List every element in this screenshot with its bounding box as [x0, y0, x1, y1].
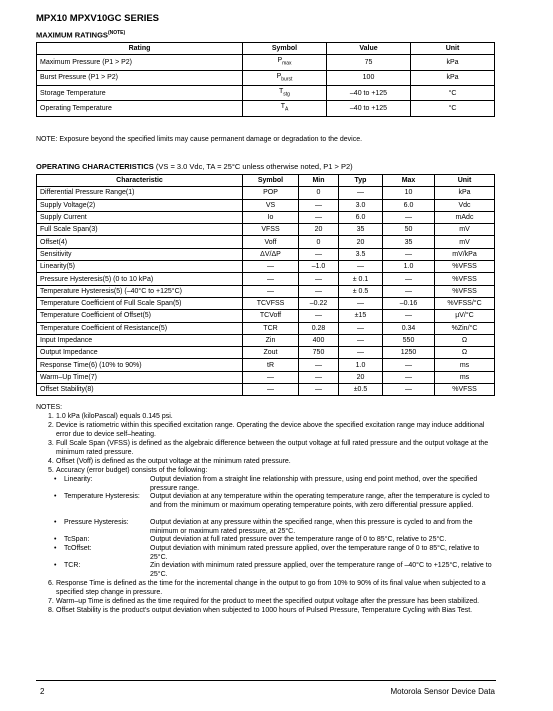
accuracy-item	[54, 493, 496, 510]
table-row	[37, 85, 495, 100]
min-cell: —	[299, 285, 339, 297]
footer-divider	[36, 680, 496, 681]
symbol-cell: TCR	[243, 322, 299, 334]
page-number: 2	[40, 687, 45, 696]
symbol-cell: $T_{stg}$	[243, 85, 327, 100]
max-cell: 50	[383, 224, 435, 236]
max-ratings-title-sup: (NOTE)	[107, 30, 126, 36]
symbol-subscript: A	[284, 106, 289, 113]
note-item	[48, 467, 496, 476]
symbol-cell: —	[243, 261, 299, 273]
symbol-cell: TCVFSS	[243, 297, 299, 309]
unit-cell: %VFSS	[435, 285, 495, 297]
column-header: Min	[299, 175, 339, 187]
accuracy-term: TcSpan:	[64, 536, 90, 543]
table-row	[37, 334, 495, 346]
max-cell: 550	[383, 334, 435, 346]
characteristic-cell: Supply Current	[37, 211, 243, 223]
symbol-cell: $P_{burst}$	[243, 70, 327, 85]
characteristic-cell: Linearity(5)	[37, 261, 243, 273]
value-cell: –40 to +125	[327, 85, 411, 100]
max-cell: 1250	[383, 347, 435, 359]
unit-cell: kPa	[411, 70, 495, 85]
accuracy-item	[54, 562, 496, 579]
table-row	[37, 359, 495, 371]
characteristic-cell: Temperature Hysteresis(5) (–40°C to +125°C)	[37, 285, 243, 297]
symbol-cell: $T_A$	[243, 101, 327, 116]
unit-cell: %VFSS	[435, 273, 495, 285]
min-cell: 750	[299, 347, 339, 359]
unit-cell: mV	[435, 224, 495, 236]
bullet-icon: •	[54, 536, 57, 543]
characteristic-cell: Temperature Coefficient of Resistance(5)	[37, 322, 243, 334]
symbol-cell: Zin	[243, 334, 299, 346]
accuracy-item	[54, 545, 496, 562]
table-row	[37, 261, 495, 273]
symbol-cell: POP	[243, 187, 299, 199]
note-number: 7.	[48, 598, 54, 605]
note-number: 2.	[48, 422, 54, 429]
note-number: 8.	[48, 607, 54, 614]
typ-cell: 1.0	[339, 359, 383, 371]
bullet-icon: •	[54, 545, 57, 552]
operating-conditions: (VS = 3.0 Vdc, TA = 25°C unless otherwise noted, P1 > P2)	[155, 162, 353, 171]
note-text: Offset (Voff) is defined as the output voltage at the minimum rated pressure.	[56, 458, 291, 465]
symbol-cell: Zout	[243, 347, 299, 359]
typ-cell: ± 0.1	[339, 273, 383, 285]
unit-cell: %VFSS	[435, 384, 495, 396]
bullet-icon: •	[54, 493, 57, 500]
table-header-row	[37, 175, 495, 187]
max-cell: –0.16	[383, 297, 435, 309]
typ-cell: —	[339, 297, 383, 309]
table-row	[37, 347, 495, 359]
bullet-icon: •	[54, 519, 57, 526]
max-cell: —	[383, 384, 435, 396]
min-cell: –0.22	[299, 297, 339, 309]
accuracy-definition: Output deviation at any pressure within the specified range, when this pressure is cycled to and from the minimum or maximum rated pressure, at 25°C.	[150, 519, 473, 535]
symbol-cell: tR	[243, 359, 299, 371]
characteristic-cell: Full Scale Span(3)	[37, 224, 243, 236]
note-number: 6.	[48, 580, 54, 587]
characteristic-cell: Temperature Coefficient of Offset(5)	[37, 310, 243, 322]
table-row	[37, 224, 495, 236]
note-text: Response Time is defined as the time for the incremental change in the output to go from 10% to 90% of its final value when subjected to a specified step change in pressure.	[56, 580, 486, 596]
characteristic-cell: Offset Stability(8)	[37, 384, 243, 396]
column-header: Typ	[339, 175, 383, 187]
min-cell: —	[299, 359, 339, 371]
symbol-cell: TCVoff	[243, 310, 299, 322]
symbol-cell: Io	[243, 211, 299, 223]
rating-cell: Burst Pressure (P1 > P2)	[37, 70, 243, 85]
max-cell: 35	[383, 236, 435, 248]
min-cell: —	[299, 310, 339, 322]
typ-cell: —	[339, 187, 383, 199]
table-row	[37, 248, 495, 260]
unit-cell: mAdc	[435, 211, 495, 223]
typ-cell: —	[339, 347, 383, 359]
unit-cell: Vdc	[435, 199, 495, 211]
characteristic-cell: Response Time(6) (10% to 90%)	[37, 359, 243, 371]
typ-cell: 6.0	[339, 211, 383, 223]
column-header: Rating	[37, 43, 243, 55]
max-cell: 1.0	[383, 261, 435, 273]
characteristic-cell: Input Impedance	[37, 334, 243, 346]
note-text: Warm–up Time is defined as the time required for the product to meet the specified output voltage after the pressure has been stabilized.	[56, 598, 480, 605]
symbol-cell: —	[243, 384, 299, 396]
unit-cell: °C	[411, 101, 495, 116]
accuracy-item	[54, 519, 496, 536]
min-cell: —	[299, 211, 339, 223]
column-header: Characteristic	[37, 175, 243, 187]
min-cell: 20	[299, 224, 339, 236]
min-cell: —	[299, 384, 339, 396]
min-cell: 0.28	[299, 322, 339, 334]
max-cell: —	[383, 211, 435, 223]
rating-cell: Maximum Pressure (P1 > P2)	[37, 55, 243, 70]
typ-cell: 3.0	[339, 199, 383, 211]
notes-title: NOTES:	[36, 404, 63, 411]
table-row	[37, 236, 495, 248]
accuracy-term: TcOffset:	[64, 545, 92, 552]
symbol-subscript: stg	[283, 91, 290, 98]
column-header: Symbol	[243, 175, 299, 187]
unit-cell: %Zin/°C	[435, 322, 495, 334]
note-number: 5.	[48, 467, 54, 474]
symbol-cell: ΔV/ΔP	[243, 248, 299, 260]
column-header: Max	[383, 175, 435, 187]
typ-cell: ± 0.5	[339, 285, 383, 297]
rating-cell: Storage Temperature	[37, 85, 243, 100]
characteristic-cell: Sensitivity	[37, 248, 243, 260]
min-cell: —	[299, 248, 339, 260]
typ-cell: 20	[339, 371, 383, 383]
typ-cell: 20	[339, 236, 383, 248]
note-item	[48, 607, 496, 616]
unit-cell: µV/°C	[435, 310, 495, 322]
table-header-row	[37, 43, 495, 55]
bullet-icon: •	[54, 476, 57, 483]
characteristic-cell: Supply Voltage(2)	[37, 199, 243, 211]
max-ratings-table	[36, 42, 495, 117]
typ-cell: ±0.5	[339, 384, 383, 396]
value-cell: 100	[327, 70, 411, 85]
note-number: 1.	[48, 413, 54, 420]
table-row	[37, 310, 495, 322]
unit-cell: kPa	[435, 187, 495, 199]
symbol-subscript: max	[282, 60, 292, 67]
typ-cell: 35	[339, 224, 383, 236]
unit-cell: %VFSS	[435, 261, 495, 273]
table-row	[37, 297, 495, 309]
note-text: Accuracy (error budget) consists of the following:	[56, 467, 208, 474]
max-ratings-heading	[36, 30, 125, 40]
max-cell: 0.34	[383, 322, 435, 334]
symbol-cell: $P_{max}$	[243, 55, 327, 70]
typ-cell: —	[339, 322, 383, 334]
column-header: Symbol	[243, 43, 327, 55]
note-text: Device is ratiometric within this specified excitation range. Operating the device above the specified excitation range may induce additional error due to device self–heating.	[56, 422, 485, 438]
unit-cell: °C	[411, 85, 495, 100]
unit-cell: Ω	[435, 334, 495, 346]
note-number: 3.	[48, 440, 54, 447]
table-row	[37, 211, 495, 223]
table-row	[37, 285, 495, 297]
characteristic-cell: Temperature Coefficient of Full Scale Span(5)	[37, 297, 243, 309]
note-text: 1.0 kPa (kiloPascal) equals 0.145 psi.	[56, 413, 173, 420]
note-item	[48, 458, 496, 467]
table-row	[37, 199, 495, 211]
note-item	[48, 413, 496, 422]
table-row	[37, 384, 495, 396]
unit-cell: mV/kPa	[435, 248, 495, 260]
unit-cell: %VFSS/°C	[435, 297, 495, 309]
unit-cell: mV	[435, 236, 495, 248]
max-cell: —	[383, 371, 435, 383]
note-number: 4.	[48, 458, 54, 465]
table-row	[37, 187, 495, 199]
symbol-cell: —	[243, 285, 299, 297]
accuracy-item	[54, 476, 496, 493]
characteristic-cell: Differential Pressure Range(1)	[37, 187, 243, 199]
note-item	[48, 422, 496, 439]
typ-cell: 3.5	[339, 248, 383, 260]
min-cell: —	[299, 273, 339, 285]
accuracy-term: Linearity:	[64, 476, 93, 483]
characteristic-cell: Offset(4)	[37, 236, 243, 248]
symbol-cell: —	[243, 273, 299, 285]
accuracy-definition: Output deviation at any temperature within the operating temperature range, after the temperature is cycled to and from the minimum or maximum operating temperature points, with zero differential pressure applied.	[150, 493, 490, 509]
table-row	[37, 55, 495, 70]
accuracy-item	[54, 536, 496, 545]
unit-cell: Ω	[435, 347, 495, 359]
symbol-cell: VS	[243, 199, 299, 211]
table-row	[37, 273, 495, 285]
operating-title: OPERATING CHARACTERISTICS	[36, 162, 154, 171]
min-cell: —	[299, 199, 339, 211]
symbol-cell: —	[243, 371, 299, 383]
characteristic-cell: Pressure Hysteresis(5) (0 to 10 kPa)	[37, 273, 243, 285]
operating-heading	[36, 162, 353, 171]
note-item	[48, 440, 496, 457]
symbol-subscript: burst	[281, 75, 293, 82]
accuracy-term: Pressure Hysteresis:	[64, 519, 129, 526]
table-row	[37, 70, 495, 85]
column-header: Unit	[411, 43, 495, 55]
characteristic-cell: Warm–Up Time(7)	[37, 371, 243, 383]
max-cell: 6.0	[383, 199, 435, 211]
min-cell: —	[299, 371, 339, 383]
series-title: MPX10 MPXV10GC SERIES	[36, 13, 160, 24]
max-cell: —	[383, 310, 435, 322]
table-row	[37, 371, 495, 383]
unit-cell: ms	[435, 359, 495, 371]
column-header: Unit	[435, 175, 495, 187]
table-row	[37, 322, 495, 334]
max-cell: —	[383, 248, 435, 260]
note-item	[48, 598, 496, 607]
note-item	[48, 580, 496, 597]
min-cell: 0	[299, 187, 339, 199]
min-cell: 0	[299, 236, 339, 248]
symbol-cell: Voff	[243, 236, 299, 248]
note-text: Full Scale Span (VFSS) is defined as the algebraic difference between the output voltage at full rated pressure and the output voltage at the minimum rated pressure.	[56, 440, 489, 456]
max-cell: 10	[383, 187, 435, 199]
characteristic-cell: Output Impedance	[37, 347, 243, 359]
max-cell: —	[383, 359, 435, 371]
operating-table	[36, 174, 495, 396]
min-cell: 400	[299, 334, 339, 346]
accuracy-term: Temperature Hysteresis:	[64, 493, 140, 500]
typ-cell: —	[339, 261, 383, 273]
min-cell: –1.0	[299, 261, 339, 273]
note-text: Offset Stability is the product's output deviation when subjected to 1000 hours of Pulsed Pressure, Temperature Cycling with Bias Test.	[56, 607, 473, 614]
unit-cell: ms	[435, 371, 495, 383]
value-cell: –40 to +125	[327, 101, 411, 116]
max-ratings-title: MAXIMUM RATINGS	[36, 30, 108, 40]
typ-cell: —	[339, 334, 383, 346]
unit-cell: kPa	[411, 55, 495, 70]
rating-cell: Operating Temperature	[37, 101, 243, 116]
accuracy-term: TCR:	[64, 562, 81, 569]
value-cell: 75	[327, 55, 411, 70]
symbol-cell: VFSS	[243, 224, 299, 236]
table-row	[37, 101, 495, 116]
column-header: Value	[327, 43, 411, 55]
max-cell: —	[383, 273, 435, 285]
typ-cell: ±15	[339, 310, 383, 322]
max-cell: —	[383, 285, 435, 297]
accuracy-definition: Output deviation from a straight line relationship with pressure, using end point method, over the specified pressure range.	[150, 476, 478, 492]
max-ratings-note: NOTE: Exposure beyond the specified limits may cause permanent damage or degradation to the device.	[36, 136, 363, 143]
accuracy-definition: Output deviation with minimum rated pressure applied, over the temperature range of 0 to 85°C, relative to 25°C.	[150, 545, 480, 561]
footer-brand: Motorola Sensor Device Data	[390, 687, 495, 696]
accuracy-definition: Output deviation at full rated pressure over the temperature range of 0 to 85°C, relative to 25°C.	[150, 536, 447, 543]
bullet-icon: •	[54, 562, 57, 569]
accuracy-definition: Zin deviation with minimum rated pressure applied, over the temperature range of –40°C to +125°C, relative to 25°C.	[150, 562, 492, 578]
